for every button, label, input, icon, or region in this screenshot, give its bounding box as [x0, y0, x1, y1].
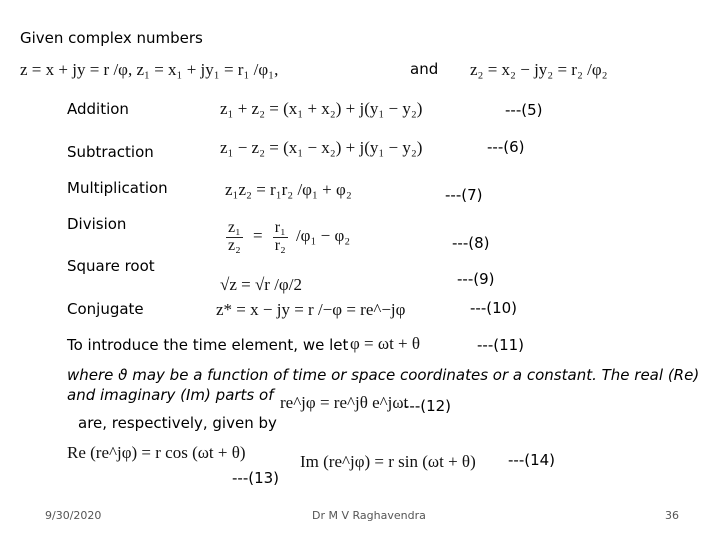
- equation-conjugate: z* = x − jy = r /−φ = re^−jφ: [216, 300, 406, 319]
- equation-square-root: √z = √r /φ/2: [220, 275, 302, 294]
- equation-polar-form: re^jφ = re^jθ e^jωt: [280, 393, 409, 412]
- eq-number-5: ---(5): [505, 101, 543, 119]
- equation-subtraction: z₁ − z₂ = (x₁ − x₂) + j(y₁ − y₂): [220, 138, 423, 157]
- division-fraction-r: $\frac{\text{r₁}}{\text{r₂}}$: [274, 219, 286, 254]
- eq-number-6: ---(6): [487, 138, 525, 156]
- eq-number-12: ---(12): [404, 397, 452, 415]
- where-line-3: are, respectively, given by: [78, 414, 277, 432]
- eq-number-7: ---(7): [445, 186, 483, 204]
- equation-time: φ = ωt + θ: [350, 334, 421, 353]
- eq-number-14: ---(14): [508, 451, 556, 469]
- division-fraction-z: $\frac{\text{z₁}}{\text{z₂}}$: [228, 219, 241, 254]
- equation-multiplication: z₁z₂ = r₁r₂ /φ₁ + φ₂: [225, 180, 352, 199]
- label-square-root: Square root: [67, 257, 155, 275]
- eq-number-10: ---(10): [470, 299, 518, 317]
- given-equation: z = x + jy = r /φ, z₁ = x₁ + jy₁ = r₁ /φ₁,: [20, 60, 279, 79]
- label-addition: Addition: [67, 100, 129, 118]
- equation-addition: z₁ + z₂ = (x₁ + x₂) + j(y₁ − y₂): [220, 99, 423, 118]
- label-division: Division: [67, 215, 127, 233]
- label-subtraction: Subtraction: [67, 143, 154, 161]
- where-line-2: and imaginary (Im) parts of: [67, 386, 274, 404]
- equation-real-part: Re (re^jφ) = r cos (ωt + θ): [67, 443, 246, 462]
- heading: Given complex numbers: [20, 29, 203, 47]
- eq-number-13: ---(13): [232, 469, 280, 487]
- equation-imaginary-part: Im (re^jφ) = r sin (ωt + θ): [300, 452, 476, 471]
- label-multiplication: Multiplication: [67, 179, 168, 197]
- footer-page-number: 36: [665, 509, 679, 522]
- where-line-1: where ϑ may be a function of time or space coordinates or a constant. The real (Re): [67, 366, 700, 384]
- equation-division: $\frac{\text{z₁}}{\text{z₂}}$ = $\frac{\text{r₁}}{\text{r₂}}$ /φ₁ − φ₂: [228, 219, 351, 254]
- footer-date: 9/30/2020: [45, 509, 102, 522]
- given-equation-2: z₂ = x₂ − jy₂ = r₂ /φ₂: [470, 60, 608, 79]
- footer-author: Dr M V Raghavendra: [312, 509, 426, 522]
- eq-number-8: ---(8): [452, 234, 490, 252]
- eq-number-11: ---(11): [477, 336, 525, 354]
- time-intro-text: To introduce the time element, we let: [67, 336, 349, 354]
- label-conjugate: Conjugate: [67, 300, 144, 318]
- given-and: and: [410, 60, 439, 78]
- eq-number-9: ---(9): [457, 270, 495, 288]
